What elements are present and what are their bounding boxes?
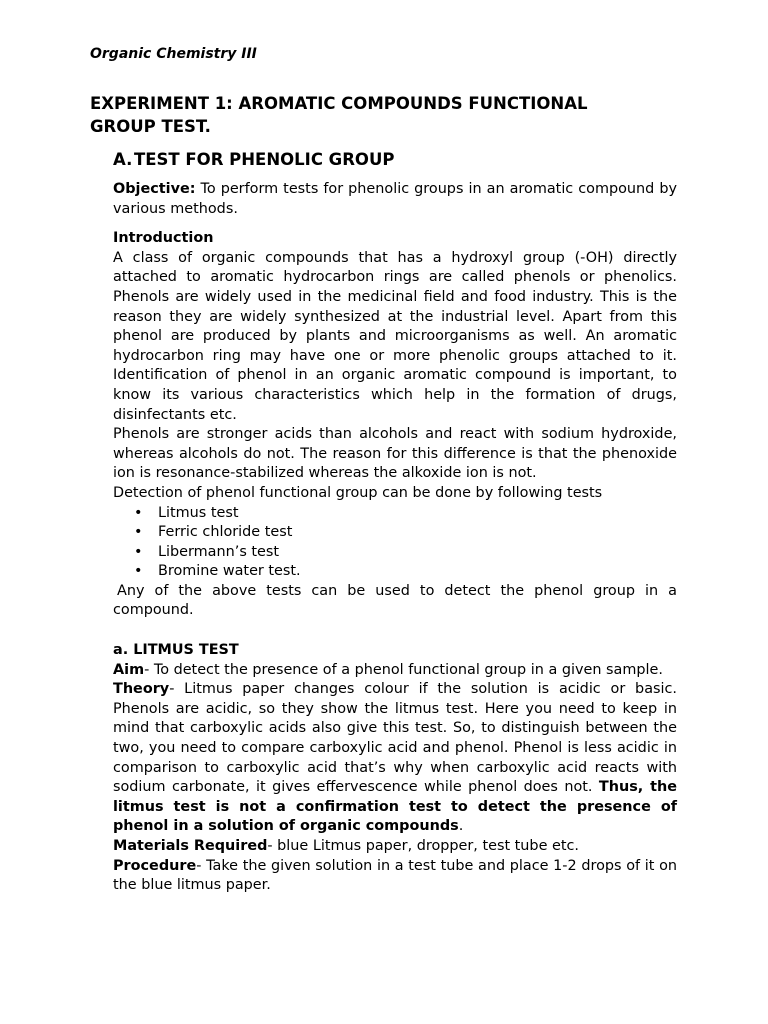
bullet-icon: • (134, 524, 143, 541)
theory-paragraph (113, 680, 677, 837)
introduction-paragraph-1: A class of organic compounds that has a hydroxyl group (-OH) directly attached to aromatic hydrocarbon rings are called phenols or phenolics. Phenols are widely used in the medicinal field and food industry. This is the reason they are widely synthesized at the industrial level. Apart from this phenol are produced by plants and microorganisms as well. An aromatic hydrocarbon ring may have one or more phenolic groups attached to it. Identification of phenol in an organic aromatic compound is important, to know its various characteristics which help in the formation of drugs, disinfectants etc. (113, 249, 677, 423)
bullet-icon: • (134, 563, 143, 580)
materials-paragraph (113, 837, 677, 857)
list-item: • Bromine water test. (113, 562, 677, 582)
objective-label: Objective: (113, 181, 196, 197)
materials-label: Materials Required (113, 838, 268, 854)
litmus-heading: a. LITMUS TEST (113, 642, 239, 659)
test-list (113, 504, 677, 582)
aim-label: Aim (113, 661, 145, 678)
introduction-paragraph-2: Phenols are stronger acids than alcohols and react with sodium hydroxide, whereas alcohols do not. The reason for this difference is that the phenoxide ion is resonance-stabilized whereas the alkoxide ion is not. (113, 426, 677, 482)
bullet-icon: • (134, 504, 143, 521)
introduction-paragraph-3: Detection of phenol functional group can be done by following tests (113, 484, 603, 501)
materials-text: - blue Litmus paper, dropper, test tube etc. (267, 838, 579, 854)
procedure-paragraph (113, 857, 677, 896)
list-item: • Ferric chloride test (113, 523, 677, 543)
objective-paragraph (113, 180, 677, 219)
procedure-text: - Take the given solution in a test tube and place 1-2 drops of it on the blue litmus paper. (113, 857, 677, 894)
document-body (113, 180, 677, 896)
theory-label: Theory (113, 681, 170, 698)
aim-text: - To detect the presence of a phenol functional group in a given sample. (144, 661, 663, 678)
theory-text: - Litmus paper changes colour if the solution is acidic or basic. Phenols are acidic, so they show the litmus test. Here you need to keep in mind that carboxylic acids also give this test. So, to distinguish between the two, you need to compare carboxylic acid and phenol. Phenol is less acidic in comparison to carboxylic acid that’s why when carboxylic acid reacts with sodium carbonate, it gives effervescence while phenol does not. (113, 681, 677, 796)
list-item: • Libermann’s test (113, 543, 677, 563)
theory-conclusion: Thus, the litmus test is not a confirmation test to detect the presence of phenol in a solution of organic compounds (113, 779, 677, 835)
experiment-title: EXPERIMENT 1: AROMATIC COMPOUNDS FUNCTIONAL GROUP TEST. (90, 94, 588, 136)
introduction-heading: Introduction (113, 230, 214, 247)
section-heading (113, 148, 394, 171)
theory-end: . (458, 818, 464, 835)
bullet-icon: • (134, 543, 143, 560)
section-number: A. (113, 150, 133, 169)
section-title-text: TEST FOR PHENOLIC GROUP (134, 150, 395, 169)
introduction-paragraph-4: Any of the above tests can be used to detect the phenol group in a compound. (113, 582, 677, 619)
running-header: Organic Chemistry III (90, 46, 257, 62)
aim-paragraph (113, 661, 677, 681)
list-item: • Litmus test (113, 504, 677, 524)
procedure-label: Procedure (113, 857, 197, 874)
objective-text: To perform tests for phenolic groups in an aromatic compound by various methods. (113, 181, 677, 217)
